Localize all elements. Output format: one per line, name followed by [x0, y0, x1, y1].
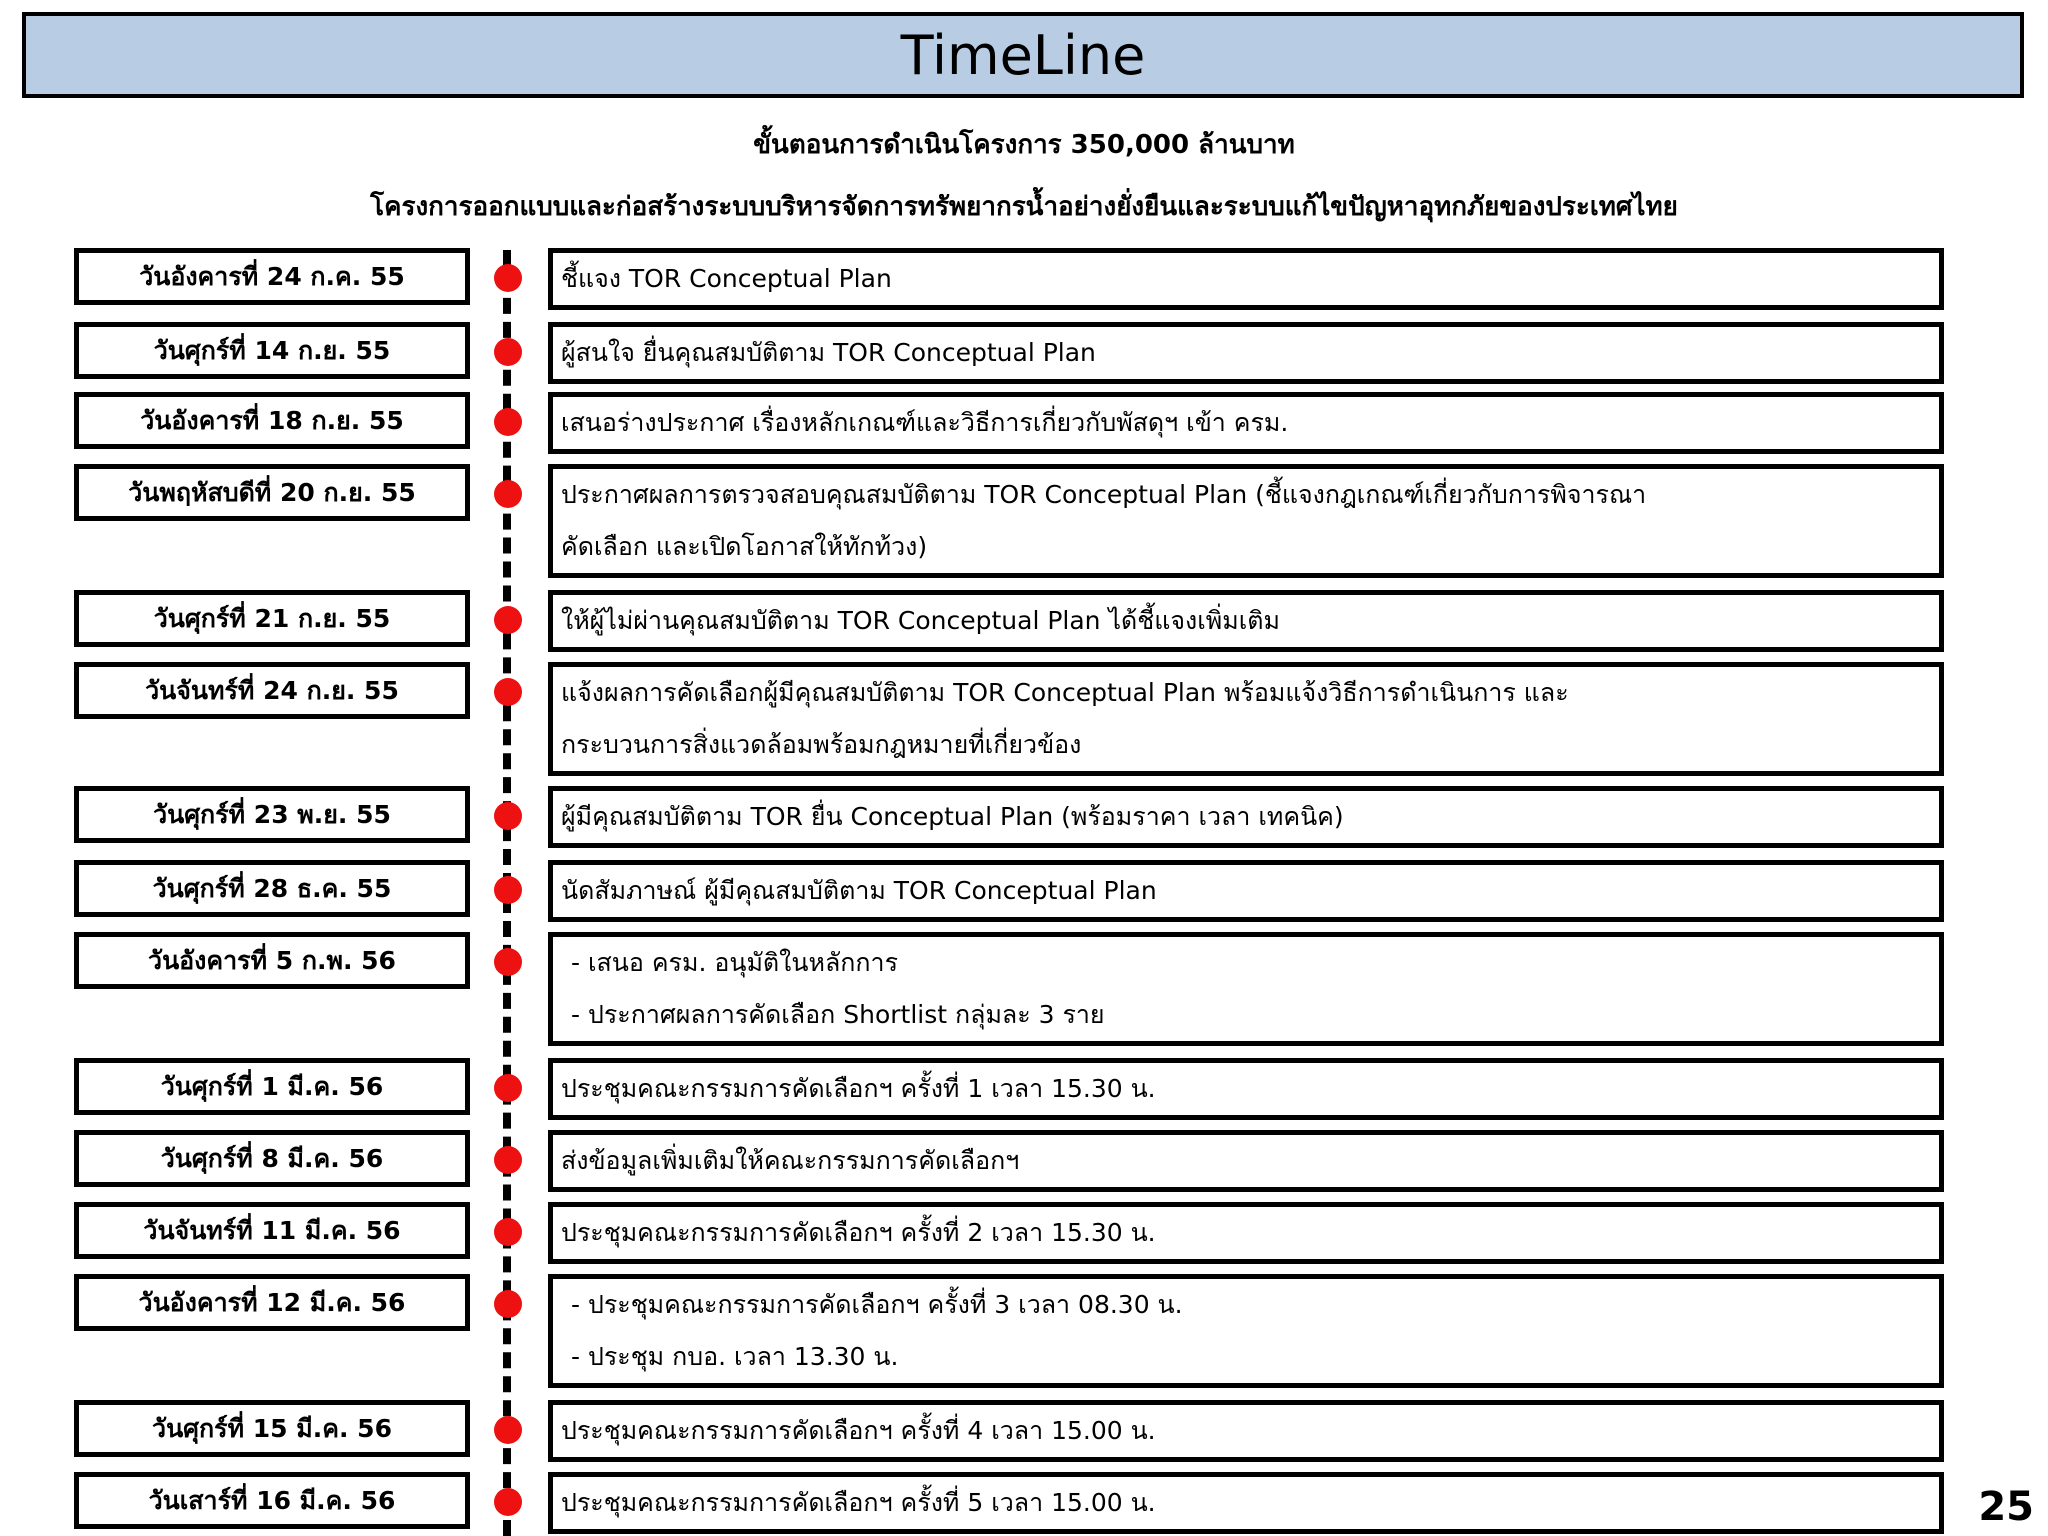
timeline-description-line: แจ้งผลการคัดเลือกผู้มีคุณสมบัติตาม TOR Conceptual Plan พร้อมแจ้งวิธีการดำเนินการ และ	[561, 678, 1569, 707]
timeline-dot-icon	[494, 1416, 522, 1444]
timeline-dot-icon	[494, 1488, 522, 1516]
timeline-description	[548, 1472, 1944, 1534]
timeline-description-line: ให้ผู้ไม่ผ่านคุณสมบัติตาม TOR Conceptual Plan ได้ชี้แจงเพิ่มเติม	[561, 606, 1280, 635]
timeline-description	[548, 1400, 1944, 1462]
page-number: 25	[1978, 1484, 2034, 1530]
timeline-dot-icon	[494, 1074, 522, 1102]
timeline-dot-icon	[494, 606, 522, 634]
timeline-description-line: - เสนอ ครม. อนุมัติในหลักการ	[571, 948, 899, 977]
timeline-description	[548, 392, 1944, 454]
timeline-description-line: เสนอร่างประกาศ เรื่องหลักเกณฑ์และวิธีการเกี่ยวกับพัสดุฯ เข้า ครม.	[561, 408, 1289, 437]
timeline-description-line: ส่งข้อมูลเพิ่มเติมให้คณะกรรมการคัดเลือกฯ	[561, 1146, 1020, 1175]
timeline-description-line: ประชุมคณะกรรมการคัดเลือกฯ ครั้งที่ 4 เวลา 15.00 น.	[561, 1416, 1156, 1445]
timeline-description	[548, 1058, 1944, 1120]
timeline-description	[548, 322, 1944, 384]
timeline-description	[548, 464, 1944, 578]
timeline-dot-icon	[494, 802, 522, 830]
timeline-date: วันอังคารที่ 24 ก.ค. 55	[74, 248, 470, 305]
timeline-description	[548, 860, 1944, 922]
timeline-description-line: ประกาศผลการตรวจสอบคุณสมบัติตาม TOR Conceptual Plan (ชี้แจงกฎเกณฑ์เกี่ยวกับการพิจารณา	[561, 480, 1647, 509]
timeline-description	[548, 1130, 1944, 1192]
timeline-date: วันเสาร์ที่ 16 มี.ค. 56	[74, 1472, 470, 1529]
timeline-date: วันศุกร์ที่ 8 มี.ค. 56	[74, 1130, 470, 1187]
timeline-dot-icon	[494, 1218, 522, 1246]
timeline-description-line: ประชุมคณะกรรมการคัดเลือกฯ ครั้งที่ 1 เวลา 15.30 น.	[561, 1074, 1156, 1103]
timeline-description	[548, 786, 1944, 848]
timeline-date: วันอังคารที่ 5 ก.พ. 56	[74, 932, 470, 989]
timeline-description-line: ชี้แจง TOR Conceptual Plan	[561, 264, 892, 293]
timeline-date: วันศุกร์ที่ 15 มี.ค. 56	[74, 1400, 470, 1457]
timeline-date: วันจันทร์ที่ 24 ก.ย. 55	[74, 662, 470, 719]
subtitle-project-steps: ขั้นตอนการดำเนินโครงการ 350,000 ล้านบาท	[753, 130, 1295, 160]
timeline-dot-icon	[494, 264, 522, 292]
timeline-description-line: นัดสัมภาษณ์ ผู้มีคุณสมบัติตาม TOR Conceptual Plan	[561, 876, 1157, 905]
timeline-dot-icon	[494, 876, 522, 904]
timeline-description-line: ผู้มีคุณสมบัติตาม TOR ยื่น Conceptual Plan (พร้อมราคา เวลา เทคนิค)	[561, 802, 1344, 831]
timeline-dot-icon	[494, 948, 522, 976]
timeline-description	[548, 1202, 1944, 1264]
timeline-dot-icon	[494, 1146, 522, 1174]
subtitle-project-name: โครงการออกแบบและก่อสร้างระบบบริหารจัดการทรัพยากรน้ำอย่างยั่งยืนและระบบแก้ไขปัญหาอุทกภัยของประเทศไทย	[370, 192, 1678, 222]
timeline-description-line: - ประกาศผลการคัดเลือก Shortlist กลุ่มละ 3 ราย	[571, 1000, 1105, 1029]
timeline-date: วันศุกร์ที่ 1 มี.ค. 56	[74, 1058, 470, 1115]
timeline-date: วันอังคารที่ 18 ก.ย. 55	[74, 392, 470, 449]
timeline-description-line: ประชุมคณะกรรมการคัดเลือกฯ ครั้งที่ 2 เวลา 15.30 น.	[561, 1218, 1156, 1247]
timeline-dot-icon	[494, 338, 522, 366]
timeline-description-line: - ประชุมคณะกรรมการคัดเลือกฯ ครั้งที่ 3 เวลา 08.30 น.	[571, 1290, 1183, 1319]
timeline-description	[548, 248, 1944, 310]
timeline-description-line: - ประชุม กบอ. เวลา 13.30 น.	[571, 1342, 899, 1371]
timeline-dot-icon	[494, 678, 522, 706]
timeline-description-line: คัดเลือก และเปิดโอกาสให้ทักท้วง)	[561, 532, 928, 561]
timeline-description	[548, 590, 1944, 652]
timeline-date: วันจันทร์ที่ 11 มี.ค. 56	[74, 1202, 470, 1259]
timeline-date: วันศุกร์ที่ 21 ก.ย. 55	[74, 590, 470, 647]
timeline-date: วันอังคารที่ 12 มี.ค. 56	[74, 1274, 470, 1331]
timeline-date: วันพฤหัสบดีที่ 20 ก.ย. 55	[74, 464, 470, 521]
page-title: TimeLine	[22, 12, 2024, 98]
timeline-date: วันศุกร์ที่ 23 พ.ย. 55	[74, 786, 470, 843]
timeline-dot-icon	[494, 480, 522, 508]
timeline-date: วันศุกร์ที่ 28 ธ.ค. 55	[74, 860, 470, 917]
timeline-description-line: ผู้สนใจ ยื่นคุณสมบัติตาม TOR Conceptual Plan	[561, 338, 1096, 367]
timeline-description	[548, 662, 1944, 776]
timeline-dot-icon	[494, 1290, 522, 1318]
timeline-description-line: กระบวนการสิ่งแวดล้อมพร้อมกฎหมายที่เกี่ยวข้อง	[561, 730, 1082, 759]
timeline-description	[548, 1274, 1944, 1388]
timeline-date: วันศุกร์ที่ 14 ก.ย. 55	[74, 322, 470, 379]
timeline-description	[548, 932, 1944, 1046]
timeline-dot-icon	[494, 408, 522, 436]
timeline-description-line: ประชุมคณะกรรมการคัดเลือกฯ ครั้งที่ 5 เวลา 15.00 น.	[561, 1488, 1156, 1517]
